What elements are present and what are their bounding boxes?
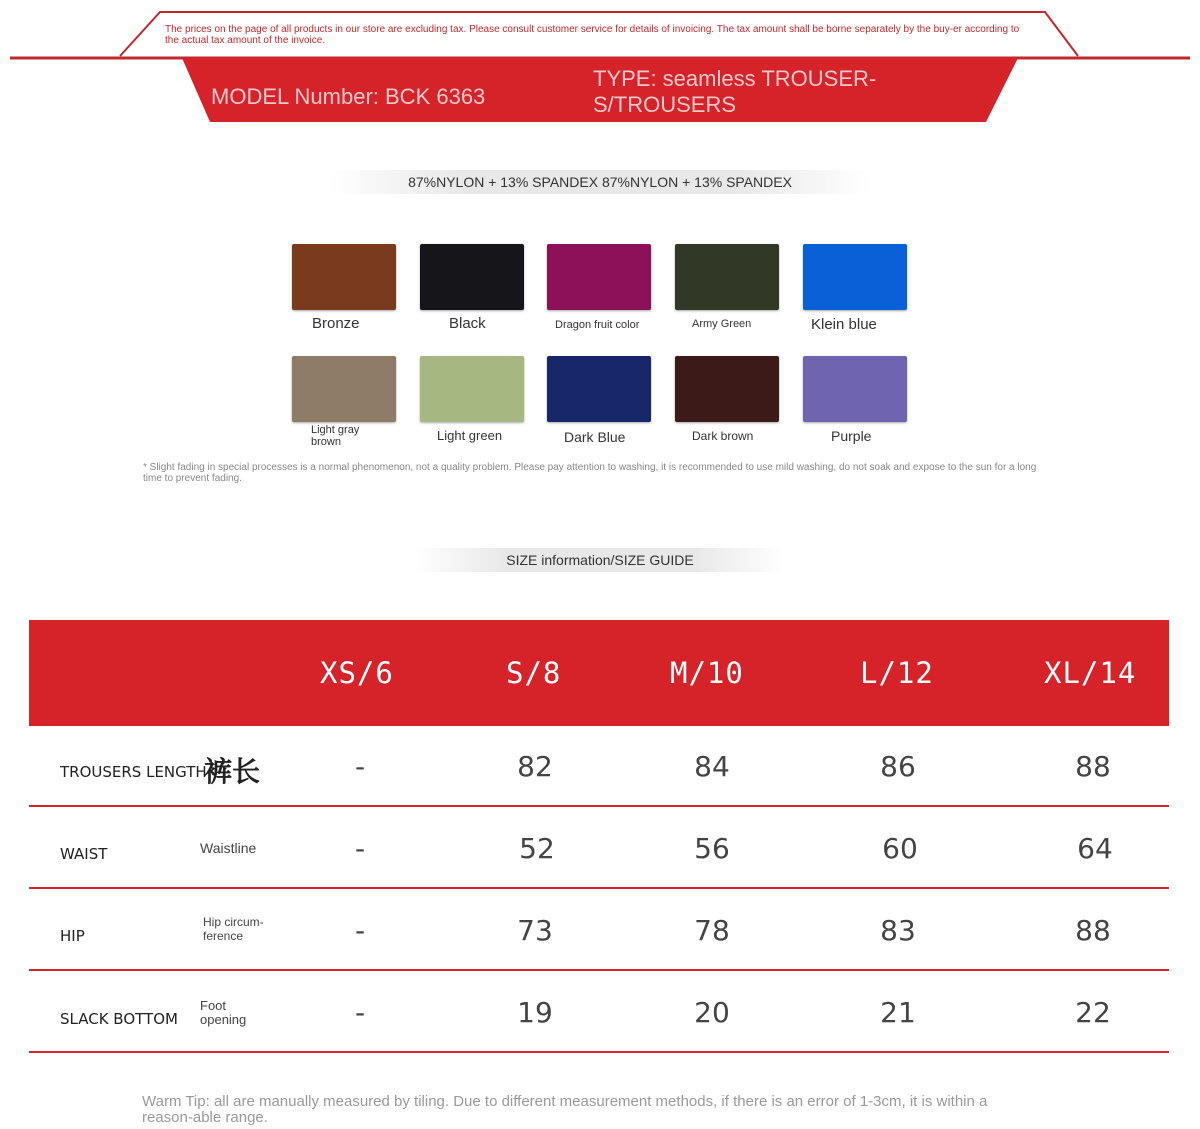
size-header-l: L/12 (860, 656, 934, 690)
size-header-m: M/10 (670, 656, 744, 690)
size-header-s: S/8 (506, 656, 562, 690)
table-cell: 64 (1077, 832, 1113, 865)
material-composition: 87%NYLON + 13% SPANDEX 87%NYLON + 13% SPANDEX (330, 170, 870, 194)
size-header-xs: XS/6 (320, 656, 394, 690)
swatch-light-green (420, 356, 524, 422)
product-type-line-2: S/TROUSERS (593, 92, 737, 117)
fading-note: * Slight fading in special processes is a normal phenomenon, not a quality problem. Please pay attention to washing, it is recommended to use mild washing, do not soak and expose to the sun for a long time to prevent fading. (143, 462, 1037, 484)
color-label: Dark brown (692, 429, 754, 443)
table-cell: 60 (882, 832, 918, 865)
table-cell: 19 (517, 996, 553, 1029)
swatch-dragon-fruit (547, 244, 651, 310)
row-sub-hip: Hip circum-ference (203, 915, 264, 943)
row-divider (29, 887, 1169, 889)
table-cell: 82 (517, 750, 553, 783)
row-sub-slack-bottom: Foot opening (200, 998, 247, 1027)
row-label-trousers-length: TROUSERS LENGTH (60, 763, 207, 781)
tax-notice: The prices on the page of all products in our store are excluding tax. Please consult customer service for details of invoicing. The tax amount shall be borne separately by the buy-er according to the actual tax amount of the invoice. (165, 24, 1020, 46)
color-label: Army Green (692, 318, 752, 330)
table-cell: 83 (880, 914, 916, 947)
color-label: Klein blue (811, 316, 877, 333)
row-sub-trousers-length: 裤长 (204, 756, 261, 787)
color-swatch-dark-brown[interactable] (675, 356, 781, 442)
color-swatch-purple[interactable] (803, 356, 909, 444)
color-label: Light gray brown (311, 424, 360, 448)
product-type (593, 66, 923, 118)
row-divider (29, 1051, 1169, 1053)
table-cell: 21 (880, 996, 916, 1029)
swatch-army-green (675, 244, 779, 310)
table-cell: 84 (694, 750, 730, 783)
color-label: Dragon fruit color (555, 319, 640, 331)
color-swatch-klein-blue[interactable] (803, 244, 909, 333)
table-cell: - (354, 996, 366, 1029)
table-cell: - (354, 832, 366, 865)
table-cell: 22 (1075, 996, 1111, 1029)
color-swatch-bronze[interactable] (292, 244, 398, 332)
product-type-line-1: TYPE: seamless TROUSER- (593, 66, 877, 91)
row-label-waist: WAIST (60, 845, 108, 863)
color-swatch-dark-blue[interactable] (547, 356, 653, 445)
swatch-klein-blue (803, 244, 907, 310)
table-cell: 73 (517, 914, 553, 947)
model-number: MODEL Number: BCK 6363 (211, 84, 486, 109)
row-label-hip: HIP (60, 927, 85, 945)
color-label: Black (449, 315, 486, 332)
table-cell: 88 (1075, 750, 1111, 783)
color-swatch-dragon-fruit[interactable] (547, 244, 653, 331)
color-label: Dark Blue (564, 429, 626, 445)
color-label: Purple (831, 428, 872, 444)
color-label: Light green (437, 428, 503, 443)
table-cell: 20 (694, 996, 730, 1029)
table-cell: 56 (694, 832, 730, 865)
size-table-header (29, 620, 1169, 726)
swatch-bronze (292, 244, 396, 310)
color-swatch-light-green[interactable] (420, 356, 526, 444)
swatch-dark-blue (547, 356, 651, 422)
swatch-dark-brown (675, 356, 779, 422)
row-sub-waist: Waistline (200, 840, 257, 856)
size-header-xl: XL/14 (1044, 656, 1137, 690)
color-swatch-black[interactable] (420, 244, 526, 332)
row-divider (29, 969, 1169, 971)
swatch-light-gray-brown (292, 356, 396, 422)
warm-tip: Warm Tip: all are manually measured by tiling. Due to different measurement methods, if there is an error of 1-3cm, it is within a reason-able range. (142, 1093, 988, 1126)
table-cell: 78 (694, 914, 730, 947)
row-label-slack-bottom: SLACK BOTTOM (60, 1010, 178, 1028)
table-cell: - (354, 750, 366, 783)
swatch-black (420, 244, 524, 310)
size-guide-heading: SIZE information/SIZE GUIDE (415, 548, 785, 572)
table-cell: 52 (519, 832, 555, 865)
table-cell: - (354, 914, 366, 947)
row-divider (29, 805, 1169, 807)
color-swatch-army-green[interactable] (675, 244, 781, 330)
table-cell: 88 (1075, 914, 1111, 947)
table-cell: 86 (880, 750, 916, 783)
color-swatch-light-gray-brown[interactable] (292, 356, 398, 448)
swatch-purple (803, 356, 907, 422)
color-label: Bronze (312, 315, 360, 332)
